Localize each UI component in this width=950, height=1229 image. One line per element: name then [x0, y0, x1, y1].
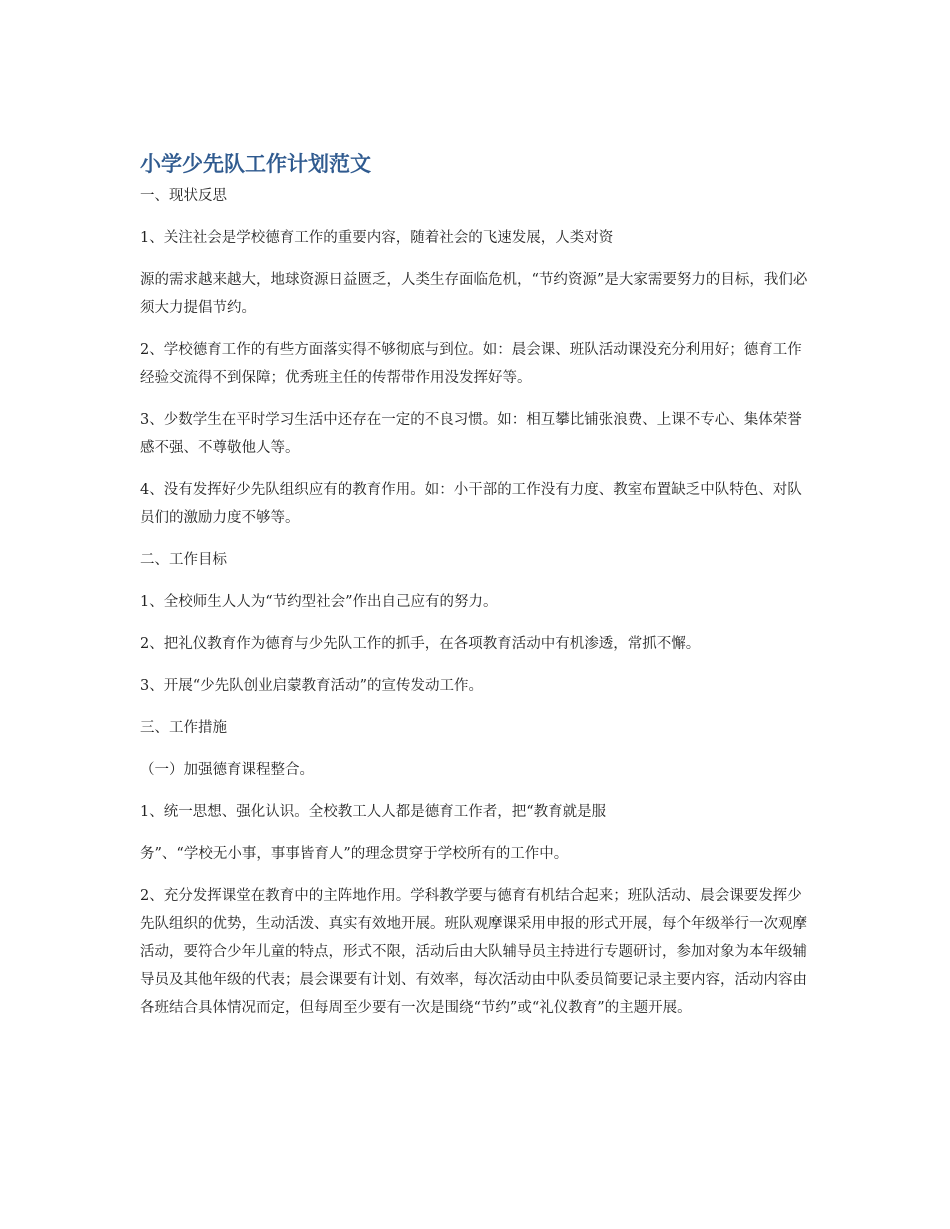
section-heading-status: 一、现状反思 — [140, 188, 227, 204]
document-title: 小学少先队工作计划范文 — [140, 152, 371, 176]
paragraph-status-2: 2、学校德育工作的有些方面落实得不够彻底与到位。如：晨会课、班队活动课没充分利用好；德育工作经验交流得不到保障；优秀班主任的传帮带作用没发挥好等。 — [140, 342, 802, 386]
paragraph-goal-3: 3、开展“少先队创业启蒙教育活动”的宣传发动工作。 — [140, 678, 484, 694]
paragraph-status-3: 3、少数学生在平时学习生活中还存在一定的不良习惯。如：相互攀比铺张浪费、上课不专心、集体荣誉感不强、不尊敬他人等。 — [140, 412, 802, 456]
section-heading-measures: 三、工作措施 — [140, 720, 227, 736]
paragraph-status-4: 4、没有发挥好少先队组织应有的教育作用。如：小干部的工作没有力度、教室布置缺乏中队特色、对队员们的激励力度不够等。 — [140, 482, 802, 526]
paragraph-goal-1: 1、全校师生人人为“节约型社会”作出自己应有的努力。 — [140, 594, 498, 610]
document-page — [140, 150, 810, 1036]
paragraph-status-1b: 源的需求越来越大，地球资源日益匮乏，人类生存面临危机，“节约资源”是大家需要努力的目标，我们必须大力提倡节约。 — [140, 272, 808, 316]
paragraph-status-1a: 1、关注社会是学校德育工作的重要内容，随着社会的飞速发展，人类对资 — [140, 230, 614, 246]
section-heading-goals: 二、工作目标 — [140, 552, 227, 568]
paragraph-measure-2: 2、充分发挥课堂在教育中的主阵地作用。学科教学要与德育有机结合起来；班队活动、晨会课要发挥少先队组织的优势，生动活泼、真实有效地开展。班队观摩课采用申报的形式开展，每个年级举行一次观摩活动，要符合少年儿童的特点，形式不限，活动后由大队辅导员主持进行专题研讨，参加对象为本年级辅导员及其他年级的代表；晨会课要有计划、有效率，每次活动由中队委员简要记录主要内容，活动内容由各班结合具体情况而定，但每周至少要有一次是围绕“节约”或“礼仪教育”的主题开展。 — [140, 888, 807, 1016]
paragraph-measure-1b: 务”、“学校无小事，事事皆育人”的理念贯穿于学校所有的工作中。 — [140, 846, 569, 862]
paragraph-goal-2: 2、把礼仪教育作为德育与少先队工作的抓手，在各项教育活动中有机渗透，常抓不懈。 — [140, 636, 701, 652]
subsection-heading-1: （一）加强德育课程整合。 — [140, 762, 314, 778]
paragraph-measure-1a: 1、统一思想、强化认识。全校教工人人都是德育工作者，把“教育就是服 — [140, 804, 607, 820]
